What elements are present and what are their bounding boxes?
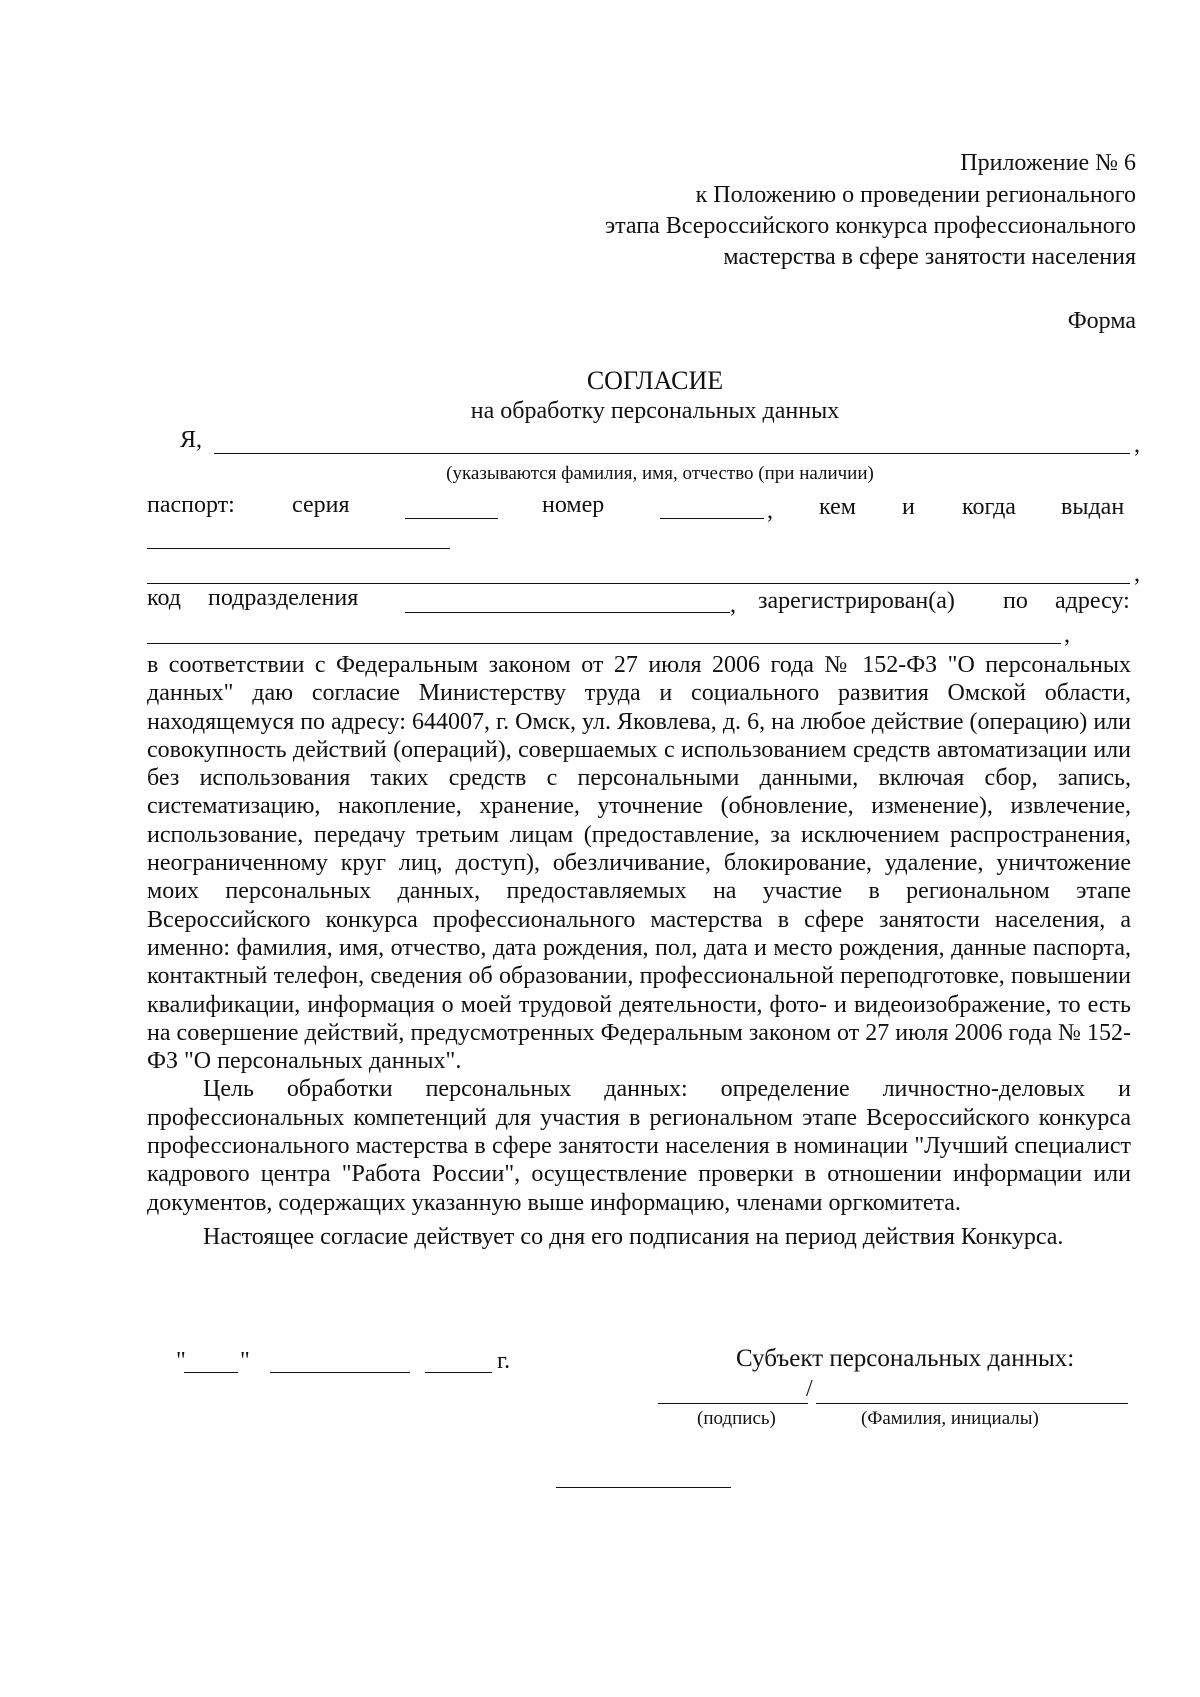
i-label: и [902,494,915,520]
division-label: подразделения [208,585,359,611]
purpose-paragraph: Цель обработки персональных данных: определение личностно-деловых и профессиональных компетенций для участия в региональном этапе Всероссийского конкурса профессионального мастерства в сфере занятости населения в номинации "Лучший специалист кадрового центра "Работа России", осуществление проверки в отношении информации или документов, содержащих указанную выше информацию, членами оргкомитета. [147,1076,1131,1216]
kogda-label: когда [962,494,1016,520]
signature-slash: / [806,1376,813,1402]
date-quote-open: " [176,1348,186,1374]
code-comma: , [730,592,736,618]
appendix-line-2: этапа Всероссийского конкурса профессионального [604,213,1136,239]
name-comma: , [1134,432,1140,458]
signature-hint: (подпись) [697,1408,776,1429]
code-label: код [147,585,181,611]
number-label: номер [542,492,605,518]
kem-label: кем [819,494,856,520]
name-hint: (указываются фамилия, имя, отчество (при наличии) [446,463,874,484]
address-label: адресу: [1055,588,1130,614]
validity-paragraph: Настоящее согласие действует со дня его подписания на период действия Конкурса. [203,1223,1064,1250]
document-title: СОГЛАСИЕ [586,366,724,395]
appendix-line-1: к Положению о проведении регионального [695,182,1136,208]
name-initials-field-line[interactable] [816,1403,1128,1404]
year-suffix: г. [497,1348,511,1374]
vydan-label: выдан [1061,494,1125,520]
subject-label: Субъект персональных данных: [736,1345,1075,1372]
name-initials-hint: (Фамилия, инициалы) [861,1408,1039,1429]
ya-label: Я, [180,427,203,453]
series-field-line[interactable] [405,518,498,519]
month-field-line[interactable] [270,1372,410,1373]
issued-by-comma: , [1134,561,1140,587]
form-label: Форма [1067,308,1136,334]
consent-paragraph-1: в соответствии с Федеральным законом от 27 июля 2006 года № 152-ФЗ "О персональных данных" даю согласие Министерству труда и социального развития Омской области, находящемуся по адресу: 644007, г. Омск, ул. Яковлева, д. 6, на любое действие (операцию) или совокупность действий (операций), совершаемых с использованием средств автоматизации или без использования таких средств с персональными данными, включая сбор, запись, систематизацию, накопление, хранение, уточнение (обновление, изменение), извлечение, использование, передачу третьим лицам (предоставление, за исключением распространения, неограниченному круг лиц, доступ), обезличивание, блокирование, удаление, уничтожение моих персональных данных, предоставляемых на участие в региональном этапе Всероссийского конкурса профессионального мастерства в сфере занятости населения, а именно: фамилия, имя, отчество, дата рождения, пол, дата и место рождения, данные паспорта, контактный телефон, сведения об образовании, профессиональной переподготовке, повышении квалификации, информация о моей трудовой деятельности, фото- и видеоизображение, то есть на совершение действий, предусмотренных Федеральным законом от 27 июля 2006 года № 152-ФЗ "О персональных данных". [147,652,1131,1075]
division-code-field-line[interactable] [405,612,730,613]
bottom-separator [556,1487,731,1488]
issued-by-field-line-1[interactable] [147,548,450,549]
issued-by-field-line-2[interactable] [147,583,1130,584]
date-quote-close: " [240,1348,250,1374]
series-label: серия [292,492,350,518]
passport-label: паспорт: [147,492,235,518]
appendix-number: Приложение № 6 [960,150,1136,176]
appendix-line-3: мастерства в сфере занятости населения [723,244,1136,270]
number-field-line[interactable] [660,518,764,519]
day-field-line[interactable] [184,1372,238,1373]
address-field-line[interactable] [147,643,1061,644]
signature-field-line[interactable] [658,1403,808,1404]
consent-body [147,651,1131,1251]
registered-label: зарегистрирован(а) [758,588,955,614]
document-subtitle: на обработку персональных данных [470,398,840,424]
po-label: по [1003,588,1028,614]
address-comma: , [1064,622,1070,648]
number-comma: , [767,498,773,524]
year-field-line[interactable] [425,1372,492,1373]
name-field-line[interactable] [214,453,1130,454]
